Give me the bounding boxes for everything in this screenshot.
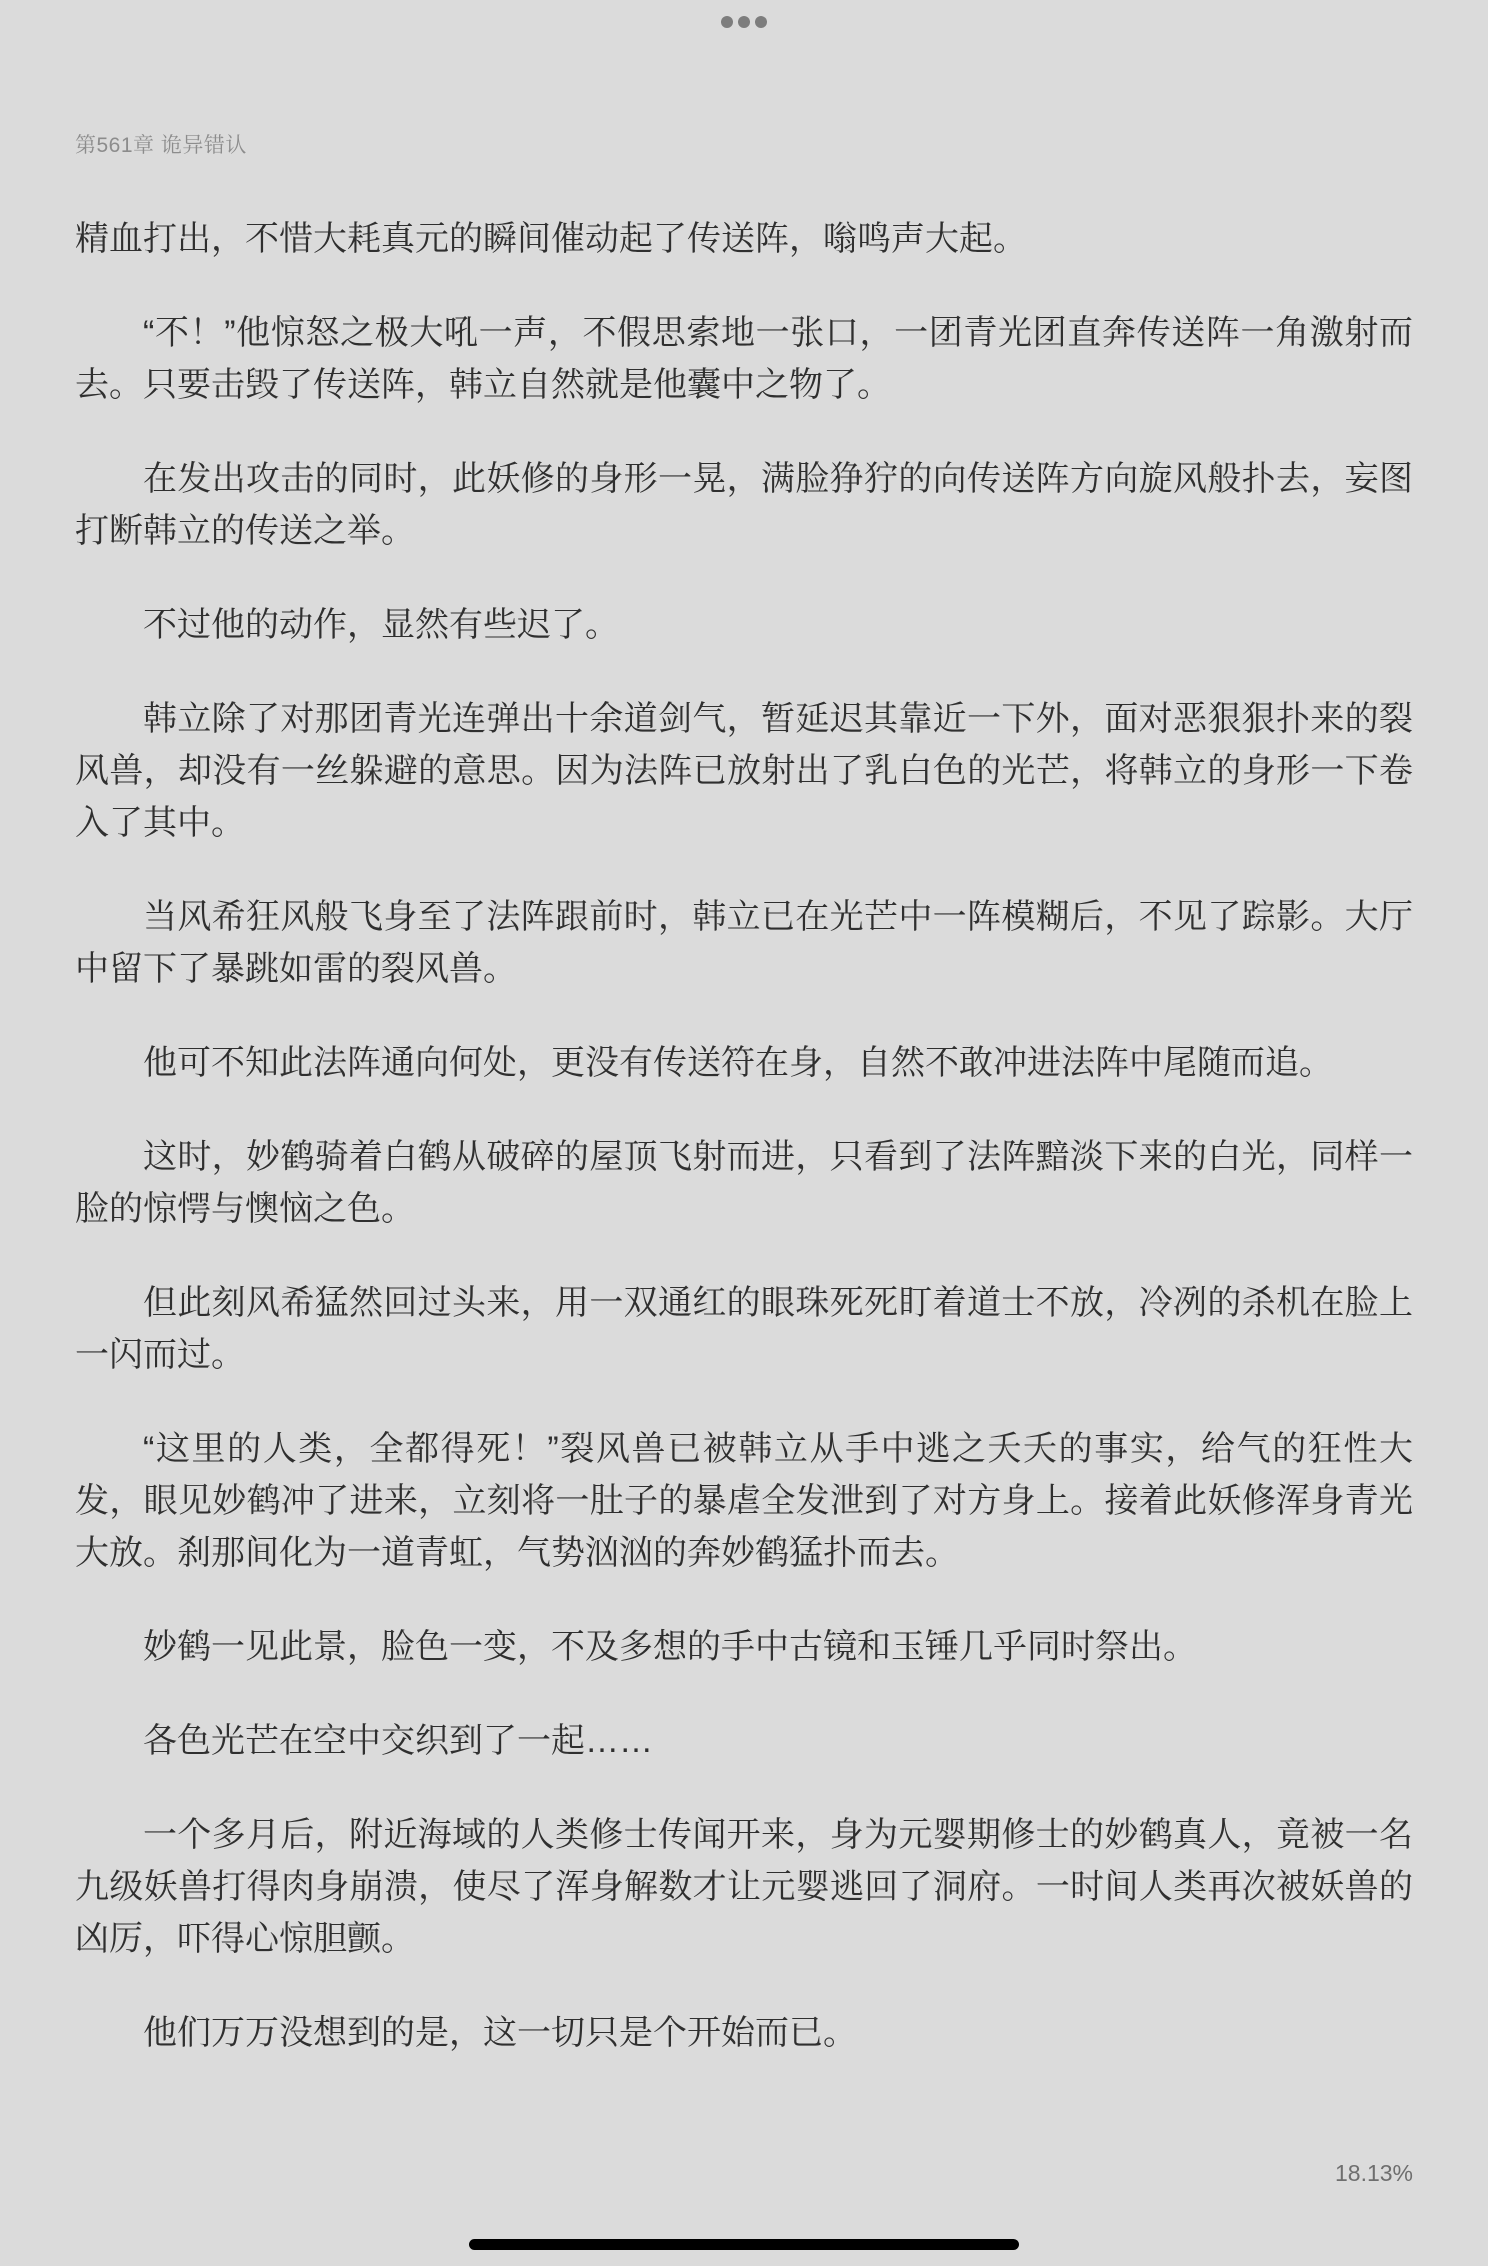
paragraph: “不！”他惊怒之极大吼一声，不假思索地一张口，一团青光团直奔传送阵一角激射而去。只要击毁了传送阵，韩立自然就是他囊中之物了。 (75, 314, 1413, 404)
paragraph: 一个多月后，附近海域的人类修士传闻开来，身为元婴期修士的妙鹤真人，竟被一名九级妖兽打得肉身崩溃，使尽了浑身解数才让元婴逃回了洞府。一时间人类再次被妖兽的凶厉，吓得心惊胆颤。 (75, 1816, 1413, 1958)
paragraph: 他可不知此法阵通向何处，更没有传送符在身，自然不敢冲进法阵中尾随而追。 (143, 1044, 1333, 1082)
paragraph: 韩立除了对那团青光连弹出十余道剑气，暂延迟其靠近一下外，面对恶狠狠扑来的裂风兽，却没有一丝躲避的意思。因为法阵已放射出了乳白色的光芒，将韩立的身形一下卷入了其中。 (75, 700, 1413, 842)
paragraph: 精血打出，不惜大耗真元的瞬间催动起了传送阵，嗡鸣声大起。 (75, 220, 1027, 258)
paragraph: 妙鹤一见此景，脸色一变，不及多想的手中古镜和玉锤几乎同时祭出。 (143, 1628, 1197, 1666)
more-menu-icon[interactable] (721, 16, 767, 28)
paragraph: “这里的人类，全都得死！”裂风兽已被韩立从手中逃之夭夭的事实，给气的狂性大发，眼见妙鹤冲了进来，立刻将一肚子的暴虐全发泄到了对方身上。接着此妖修浑身青光大放。刹那间化为一道青虹，气势汹汹的奔妙鹤猛扑而去。 (75, 1430, 1413, 1572)
paragraph: 当风希狂风般飞身至了法阵跟前时，韩立已在光芒中一阵模糊后，不见了踪影。大厅中留下了暴跳如雷的裂风兽。 (75, 898, 1413, 988)
ellipsis-dot (721, 16, 733, 28)
chapter-body (75, 213, 1413, 2101)
paragraph: 不过他的动作，显然有些迟了。 (143, 606, 619, 644)
home-indicator[interactable] (469, 2239, 1019, 2250)
reading-progress: 18.13% (1334, 2160, 1413, 2186)
ellipsis-dot (755, 16, 767, 28)
ellipsis-dot (738, 16, 750, 28)
paragraph: 各色光芒在空中交织到了一起…… (143, 1722, 653, 1760)
paragraph: 在发出攻击的同时，此妖修的身形一晃，满脸狰狞的向传送阵方向旋风般扑去，妄图打断韩立的传送之举。 (75, 460, 1413, 550)
paragraph: 他们万万没想到的是，这一切只是个开始而已。 (143, 2014, 857, 2052)
paragraph: 但此刻风希猛然回过头来，用一双通红的眼珠死死盯着道士不放，冷冽的杀机在脸上一闪而过。 (75, 1284, 1413, 1374)
paragraph: 这时，妙鹤骑着白鹤从破碎的屋顶飞射而进，只看到了法阵黯淡下来的白光，同样一脸的惊愕与懊恼之色。 (75, 1138, 1413, 1228)
chapter-title: 第561章 诡异错认 (75, 134, 247, 157)
